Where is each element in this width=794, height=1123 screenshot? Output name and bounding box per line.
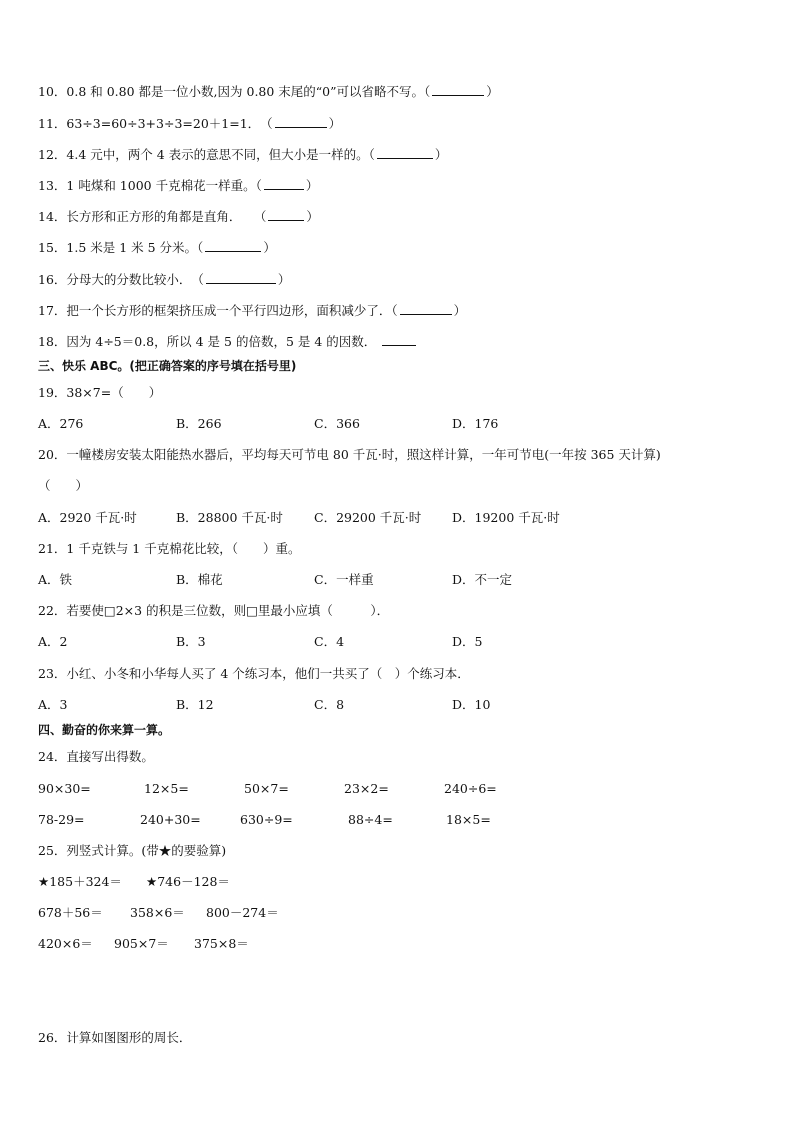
question-22-stem: 22．若要使□2×3 的积是三位数，则□里最小应填（ ）． bbox=[38, 603, 390, 618]
option-d[interactable]: D．10 bbox=[452, 697, 491, 712]
question-number: 16． bbox=[38, 272, 67, 287]
option-a[interactable]: A．2 bbox=[38, 634, 68, 649]
question-number: 14． bbox=[38, 209, 67, 224]
answer-blank[interactable] bbox=[432, 83, 484, 96]
calc-item: 905×7＝ bbox=[114, 936, 169, 951]
question-number: 18． bbox=[38, 334, 67, 349]
question-text: 4.4 元中，两个 4 表示的意思不同，但大小是一样的。（ bbox=[66, 147, 375, 162]
answer-blank[interactable] bbox=[382, 333, 416, 346]
calc-item: 678＋56＝ bbox=[38, 905, 103, 920]
option-a[interactable]: A．276 bbox=[38, 416, 84, 431]
question-16: 16．分母大的分数比较小． （ ） bbox=[38, 272, 291, 287]
question-20-stem: 20．一幢楼房安装太阳能热水器后，平均每天可节电 80 千瓦·时，照这样计算，一年可节电(一年按 365 天计算) bbox=[38, 447, 661, 462]
option-c[interactable]: C．一样重 bbox=[314, 572, 374, 587]
option-b[interactable]: B．棉花 bbox=[176, 572, 223, 587]
calc-item: 240+30= bbox=[140, 812, 201, 827]
answer-blank[interactable] bbox=[268, 208, 304, 221]
calc-item: 240÷6= bbox=[444, 781, 497, 796]
answer-blank[interactable] bbox=[264, 177, 304, 190]
question-text: 1.5 米是 1 米 5 分米。（ bbox=[66, 240, 204, 255]
calc-item: 420×6＝ bbox=[38, 936, 93, 951]
question-21-stem: 21．1 千克铁与 1 千克棉花比较，（ ）重。 bbox=[38, 541, 301, 556]
question-text: 因为 4÷5＝0.8，所以 4 是 5 的倍数，5 是 4 的因数． bbox=[66, 334, 377, 349]
question-number: 12． bbox=[38, 147, 67, 162]
option-d[interactable]: D．不一定 bbox=[452, 572, 513, 587]
answer-blank[interactable] bbox=[206, 271, 276, 284]
calc-item: 18×5= bbox=[446, 812, 491, 827]
option-a[interactable]: A．3 bbox=[38, 697, 68, 712]
question-text: 把一个长方形的框架挤压成一个平行四边形，面积减少了．（ bbox=[66, 303, 398, 318]
question-11: 11．63÷3=60÷3+3÷3=20＋1=1． （ ） bbox=[38, 116, 342, 131]
question-number: 10． bbox=[38, 84, 67, 99]
option-c[interactable]: C．29200 千瓦·时 bbox=[314, 510, 422, 525]
option-d[interactable]: D．176 bbox=[452, 416, 499, 431]
question-text: 63÷3=60÷3+3÷3=20＋1=1． （ bbox=[66, 116, 273, 131]
calc-item: 23×2= bbox=[344, 781, 389, 796]
calc-item: ★746－128＝ bbox=[146, 874, 230, 889]
question-13: 13．1 吨煤和 1000 千克棉花一样重。（ ） bbox=[38, 178, 319, 193]
calc-item: 800－274＝ bbox=[206, 905, 279, 920]
option-b[interactable]: B．12 bbox=[176, 697, 214, 712]
question-25-stem: 25．列竖式计算。(带★的要验算) bbox=[38, 843, 227, 858]
calc-item: 358×6＝ bbox=[130, 905, 185, 920]
option-c[interactable]: C．4 bbox=[314, 634, 345, 649]
question-number: 17． bbox=[38, 303, 67, 318]
question-number: 15． bbox=[38, 240, 67, 255]
question-20-bracket[interactable]: （ ） bbox=[38, 478, 89, 493]
question-number: 13． bbox=[38, 178, 67, 193]
question-text: 0.8 和 0.80 都是一位小数,因为 0.80 末尾的“0”可以省略不写。（ bbox=[66, 84, 431, 99]
question-15: 15．1.5 米是 1 米 5 分米。（ ） bbox=[38, 240, 276, 255]
section-3-heading: 三、快乐 ABC。(把正确答案的序号填在括号里) bbox=[38, 359, 297, 373]
question-26-stem: 26．计算如图图形的周长． bbox=[38, 1030, 192, 1045]
option-c[interactable]: C．8 bbox=[314, 697, 345, 712]
calc-item: 88÷4= bbox=[348, 812, 393, 827]
question-14: 14．长方形和正方形的角都是直角． （ ） bbox=[38, 209, 319, 224]
question-text: 1 吨煤和 1000 千克棉花一样重。（ bbox=[66, 178, 262, 193]
option-d[interactable]: D．5 bbox=[452, 634, 483, 649]
calc-item: 375×8＝ bbox=[194, 936, 249, 951]
calc-item: ★185＋324＝ bbox=[38, 874, 122, 889]
calc-item: 12×5= bbox=[144, 781, 189, 796]
option-d[interactable]: D．19200 千瓦·时 bbox=[452, 510, 560, 525]
option-b[interactable]: B．266 bbox=[176, 416, 222, 431]
answer-blank[interactable] bbox=[275, 115, 327, 128]
question-10: 10．0.8 和 0.80 都是一位小数,因为 0.80 末尾的“0”可以省略不写。（ ） bbox=[38, 84, 499, 99]
answer-blank[interactable] bbox=[400, 302, 452, 315]
option-a[interactable]: A．铁 bbox=[38, 572, 73, 587]
calc-item: 630÷9= bbox=[240, 812, 293, 827]
question-number: 11． bbox=[38, 116, 67, 131]
question-18 bbox=[38, 333, 418, 350]
question-17: 17．把一个长方形的框架挤压成一个平行四边形，面积减少了．（ ） bbox=[38, 303, 467, 318]
question-text: 长方形和正方形的角都是直角． （ bbox=[66, 209, 267, 224]
calc-item: 90×30= bbox=[38, 781, 91, 796]
question-text: 分母大的分数比较小． （ bbox=[66, 272, 204, 287]
option-c[interactable]: C．366 bbox=[314, 416, 360, 431]
option-a[interactable]: A．2920 千瓦·时 bbox=[38, 510, 137, 525]
answer-blank[interactable] bbox=[205, 239, 261, 252]
question-24-stem: 24．直接写出得数。 bbox=[38, 749, 154, 764]
calc-item: 78-29= bbox=[38, 812, 85, 827]
option-b[interactable]: B．3 bbox=[176, 634, 206, 649]
question-12: 12．4.4 元中，两个 4 表示的意思不同，但大小是一样的。（ ） bbox=[38, 147, 448, 162]
question-19-stem: 19．38×7=（ ） bbox=[38, 385, 162, 400]
section-4-heading: 四、勤奋的你来算一算。 bbox=[38, 723, 171, 737]
question-23-stem: 23．小红、小冬和小华每人买了 4 个练习本，他们一共买了（ ）个练习本． bbox=[38, 666, 470, 681]
calc-item: 50×7= bbox=[244, 781, 289, 796]
option-b[interactable]: B．28800 千瓦·时 bbox=[176, 510, 283, 525]
answer-blank[interactable] bbox=[377, 146, 433, 159]
